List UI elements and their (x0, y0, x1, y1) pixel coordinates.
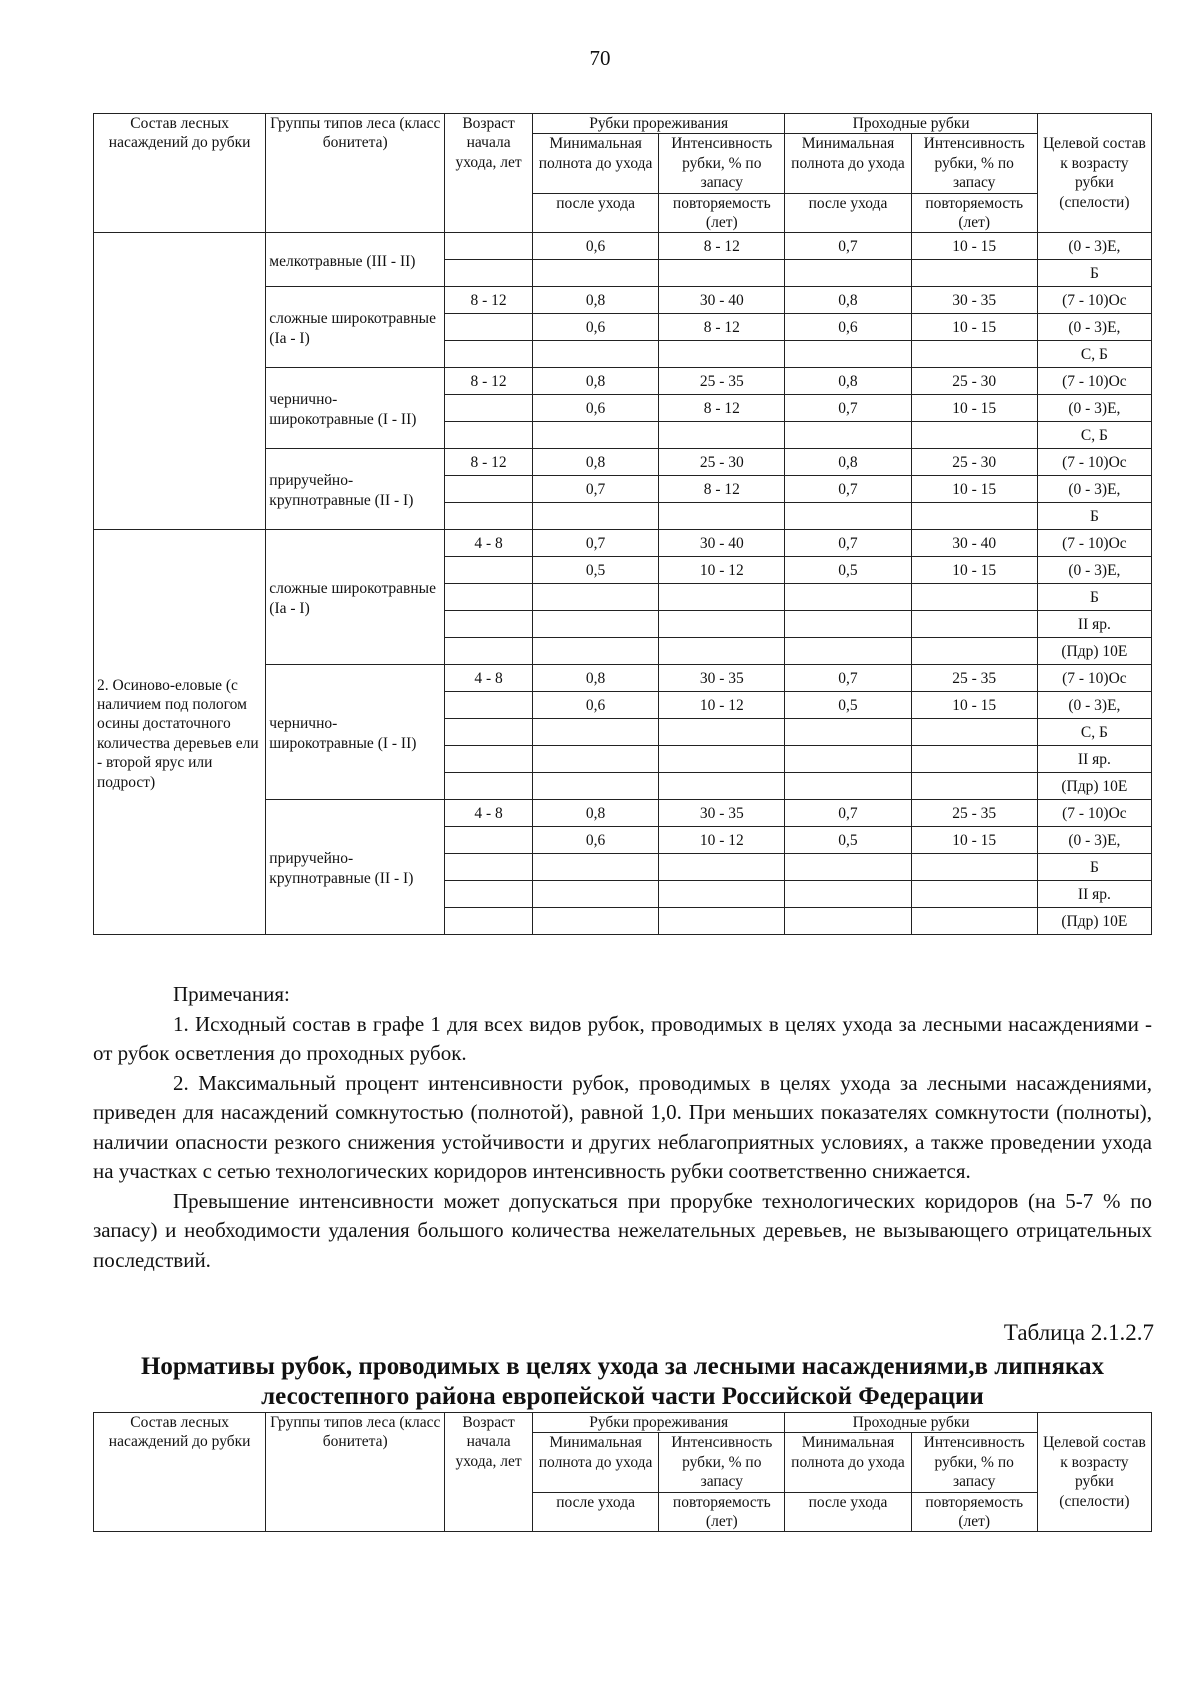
min-density-cell: 0,5 (532, 557, 658, 584)
intensity-cell (659, 746, 785, 773)
passage-intensity-cell: 30 - 35 (911, 287, 1037, 314)
passage-intensity-cell: 10 - 15 (911, 692, 1037, 719)
target-composition-cell: (0 - 3)Е, (1037, 395, 1151, 422)
forest-type-cell: сложные широкотравные (Iа - I) (266, 287, 445, 368)
intensity-cell (659, 638, 785, 665)
passage-density-cell: 0,6 (785, 314, 911, 341)
min-density-cell: 0,8 (532, 287, 658, 314)
passage-intensity-cell: 10 - 15 (911, 233, 1037, 260)
header-thinning: Рубки прореживания (532, 114, 784, 134)
passage-intensity-cell: 10 - 15 (911, 314, 1037, 341)
passage-intensity-cell (911, 854, 1037, 881)
passage-intensity-cell: 30 - 40 (911, 530, 1037, 557)
passage-intensity-cell: 25 - 35 (911, 800, 1037, 827)
table-row (94, 233, 1152, 260)
header-repeat: повторяемость (лет) (659, 1492, 785, 1532)
target-composition-cell: Б (1037, 260, 1151, 287)
min-density-cell: 0,6 (532, 314, 658, 341)
passage-intensity-cell: 10 - 15 (911, 395, 1037, 422)
min-density-cell: 0,7 (532, 476, 658, 503)
header-forest-groups: Группы типов леса (класс бонитета) (266, 114, 445, 233)
intensity-cell: 30 - 40 (659, 530, 785, 557)
page-number: 70 (589, 46, 611, 70)
intensity-cell (659, 854, 785, 881)
target-composition-cell: (0 - 3)Е, (1037, 476, 1151, 503)
passage-density-cell (785, 719, 911, 746)
forest-type-cell: мелкотравные (III - II) (266, 233, 445, 287)
passage-intensity-cell (911, 584, 1037, 611)
passage-intensity-cell (911, 503, 1037, 530)
passage-density-cell (785, 773, 911, 800)
target-composition-cell: Б (1037, 854, 1151, 881)
start-age-cell: 8 - 12 (445, 287, 533, 314)
passage-intensity-cell: 25 - 30 (911, 449, 1037, 476)
start-age-cell (445, 638, 533, 665)
passage-density-cell (785, 746, 911, 773)
start-age-cell (445, 692, 533, 719)
table-body (94, 233, 1152, 935)
passage-intensity-cell (911, 908, 1037, 935)
min-density-cell (532, 260, 658, 287)
min-density-cell: 0,8 (532, 449, 658, 476)
table-label: Таблица 2.1.2.7 (1003, 1320, 1154, 1345)
start-age-cell: 4 - 8 (445, 530, 533, 557)
passage-intensity-cell: 10 - 15 (911, 827, 1037, 854)
header-thinning: Рубки прореживания (532, 1413, 784, 1433)
min-density-cell (532, 503, 658, 530)
header-start-age: Возраст начала ухода, лет (445, 114, 533, 233)
min-density-cell (532, 773, 658, 800)
forest-type-cell: сложные широкотравные (Iа - I) (266, 530, 445, 665)
passage-intensity-cell (911, 773, 1037, 800)
min-density-cell (532, 881, 658, 908)
target-composition-cell: II яр. (1037, 881, 1151, 908)
start-age-cell (445, 719, 533, 746)
target-composition-cell: С, Б (1037, 341, 1151, 368)
min-density-cell: 0,6 (532, 233, 658, 260)
target-composition-cell: (7 - 10)Ос (1037, 665, 1151, 692)
start-age-cell (445, 881, 533, 908)
header-target: Целевой состав к возрасту рубки (спелости) (1037, 1413, 1151, 1532)
min-density-cell (532, 422, 658, 449)
passage-density-cell: 0,7 (785, 395, 911, 422)
intensity-cell (659, 881, 785, 908)
start-age-cell (445, 314, 533, 341)
header-target: Целевой состав к возрасту рубки (спелости) (1037, 114, 1151, 233)
min-density-cell: 0,6 (532, 692, 658, 719)
intensity-cell: 8 - 12 (659, 476, 785, 503)
passage-density-cell: 0,7 (785, 665, 911, 692)
forest-type-cell: приручейно-крупнотравные (II - I) (266, 800, 445, 935)
passage-intensity-cell: 10 - 15 (911, 476, 1037, 503)
intensity-cell (659, 260, 785, 287)
start-age-cell (445, 476, 533, 503)
min-density-cell: 0,6 (532, 827, 658, 854)
start-age-cell (445, 422, 533, 449)
target-composition-cell: (Пдр) 10Е (1037, 908, 1151, 935)
target-composition-cell: (Пдр) 10Е (1037, 773, 1151, 800)
intensity-cell (659, 341, 785, 368)
note-paragraph: 2. Максимальный процент интенсивности рубок, проводимых в целях ухода за лесными насаждениями, приведен для насаждений сомкнутостью (полнотой), равной 1,0. При меньших показателях сомкнутости (полноты), наличии опасности резкого снижения устойчивости и других неблагоприятных условиях, а также проведении ухода на участках с сетью технологических коридоров интенсивность рубки соответственно снижается. (93, 1070, 1152, 1183)
target-composition-cell: (7 - 10)Ос (1037, 368, 1151, 395)
header-after-care: после ухода (532, 1492, 658, 1532)
intensity-cell (659, 719, 785, 746)
passage-intensity-cell (911, 422, 1037, 449)
start-age-cell (445, 557, 533, 584)
passage-density-cell: 0,8 (785, 449, 911, 476)
notes-section (93, 980, 1152, 1275)
intensity-cell (659, 773, 785, 800)
passage-density-cell: 0,5 (785, 557, 911, 584)
header-min-density: Минимальная полнота до ухода (785, 134, 911, 193)
min-density-cell: 0,7 (532, 530, 658, 557)
header-intensity: Интенсивность рубки, % по запасу (911, 134, 1037, 193)
passage-intensity-cell: 25 - 35 (911, 665, 1037, 692)
intensity-cell (659, 908, 785, 935)
min-density-cell: 0,8 (532, 800, 658, 827)
start-age-cell: 8 - 12 (445, 368, 533, 395)
passage-density-cell (785, 908, 911, 935)
header-forest-groups: Группы типов леса (класс бонитета) (266, 1413, 445, 1532)
min-density-cell (532, 638, 658, 665)
forest-type-cell: чернично-широкотравные (I - II) (266, 665, 445, 800)
note-paragraph: Превышение интенсивности может допускаться при прорубке технологических коридоров (на 5-7 % по запасу) и необходимости удаления большого количества нежелательных деревьев, не вызывающего отрицательных последствий. (93, 1188, 1152, 1272)
target-composition-cell: (0 - 3)Е, (1037, 314, 1151, 341)
target-composition-cell: (0 - 3)Е, (1037, 692, 1151, 719)
target-composition-cell: (Пдр) 10Е (1037, 638, 1151, 665)
cutting-norms-table (93, 113, 1152, 935)
start-age-cell: 4 - 8 (445, 800, 533, 827)
start-age-cell (445, 773, 533, 800)
passage-density-cell (785, 422, 911, 449)
table-title: Нормативы рубок, проводимых в целях ухода за лесными насаждениями,в липняках лесостепного района европейской части Российской Федерации (140, 1353, 1105, 1410)
header-passage: Проходные рубки (785, 1413, 1037, 1433)
header-intensity: Интенсивность рубки, % по запасу (659, 134, 785, 193)
table-row (94, 530, 1152, 557)
min-density-cell (532, 746, 658, 773)
passage-density-cell: 0,5 (785, 692, 911, 719)
start-age-cell: 4 - 8 (445, 665, 533, 692)
intensity-cell (659, 611, 785, 638)
header-composition: Состав лесных насаждений до рубки (94, 1413, 266, 1532)
start-age-cell (445, 746, 533, 773)
target-composition-cell: С, Б (1037, 719, 1151, 746)
start-age-cell (445, 503, 533, 530)
intensity-cell: 8 - 12 (659, 395, 785, 422)
intensity-cell: 10 - 12 (659, 827, 785, 854)
passage-intensity-cell: 10 - 15 (911, 557, 1037, 584)
min-density-cell: 0,8 (532, 368, 658, 395)
min-density-cell: 0,8 (532, 665, 658, 692)
target-composition-cell: (7 - 10)Ос (1037, 449, 1151, 476)
note-paragraph: 1. Исходный состав в графе 1 для всех видов рубок, проводимых в целях ухода за лесными насаждениями - от рубок осветления до проходных рубок. (93, 1011, 1152, 1065)
target-composition-cell: II яр. (1037, 611, 1151, 638)
min-density-cell (532, 854, 658, 881)
start-age-cell (445, 395, 533, 422)
target-composition-cell: II яр. (1037, 746, 1151, 773)
passage-density-cell (785, 341, 911, 368)
header-min-density: Минимальная полнота до ухода (532, 134, 658, 193)
header-start-age: Возраст начала ухода, лет (445, 1413, 533, 1532)
intensity-cell: 25 - 30 (659, 449, 785, 476)
target-composition-cell: (0 - 3)Е, (1037, 233, 1151, 260)
forest-type-cell: приручейно-крупнотравные (II - I) (266, 449, 445, 530)
target-composition-cell: (0 - 3)Е, (1037, 827, 1151, 854)
passage-density-cell (785, 611, 911, 638)
target-composition-cell: С, Б (1037, 422, 1151, 449)
passage-intensity-cell (911, 881, 1037, 908)
passage-density-cell: 0,7 (785, 233, 911, 260)
intensity-cell: 8 - 12 (659, 314, 785, 341)
header-repeat: повторяемость (лет) (659, 193, 785, 233)
target-composition-cell: (7 - 10)Ос (1037, 287, 1151, 314)
passage-density-cell: 0,8 (785, 287, 911, 314)
passage-intensity-cell (911, 638, 1037, 665)
target-composition-cell: Б (1037, 584, 1151, 611)
start-age-cell (445, 260, 533, 287)
passage-intensity-cell (911, 260, 1037, 287)
passage-intensity-cell (911, 341, 1037, 368)
start-age-cell (445, 341, 533, 368)
notes-heading: Примечания: (173, 982, 290, 1006)
start-age-cell (445, 233, 533, 260)
forest-type-cell: чернично-широкотравные (I - II) (266, 368, 445, 449)
passage-intensity-cell (911, 746, 1037, 773)
header-repeat: повторяемость (лет) (911, 193, 1037, 233)
header-passage: Проходные рубки (785, 114, 1037, 134)
start-age-cell: 8 - 12 (445, 449, 533, 476)
start-age-cell (445, 584, 533, 611)
intensity-cell: 10 - 12 (659, 692, 785, 719)
min-density-cell: 0,6 (532, 395, 658, 422)
passage-density-cell (785, 854, 911, 881)
intensity-cell: 30 - 35 (659, 800, 785, 827)
passage-density-cell: 0,7 (785, 530, 911, 557)
passage-density-cell: 0,8 (785, 368, 911, 395)
passage-density-cell (785, 584, 911, 611)
start-age-cell (445, 908, 533, 935)
intensity-cell (659, 422, 785, 449)
intensity-cell (659, 584, 785, 611)
intensity-cell: 30 - 40 (659, 287, 785, 314)
header-after-care: после ухода (532, 193, 658, 233)
passage-density-cell (785, 881, 911, 908)
intensity-cell: 8 - 12 (659, 233, 785, 260)
min-density-cell (532, 908, 658, 935)
intensity-cell: 30 - 35 (659, 665, 785, 692)
intensity-cell: 10 - 12 (659, 557, 785, 584)
header-intensity: Интенсивность рубки, % по запасу (911, 1433, 1037, 1492)
start-age-cell (445, 827, 533, 854)
target-composition-cell: (7 - 10)Ос (1037, 530, 1151, 557)
header-repeat: повторяемость (лет) (911, 1492, 1037, 1532)
passage-density-cell (785, 503, 911, 530)
header-min-density: Минимальная полнота до ухода (532, 1433, 658, 1492)
passage-intensity-cell: 25 - 30 (911, 368, 1037, 395)
intensity-cell (659, 503, 785, 530)
header-min-density: Минимальная полнота до ухода (785, 1433, 911, 1492)
min-density-cell (532, 611, 658, 638)
passage-density-cell: 0,7 (785, 476, 911, 503)
target-composition-cell: Б (1037, 503, 1151, 530)
target-composition-cell: (0 - 3)Е, (1037, 557, 1151, 584)
passage-density-cell: 0,5 (785, 827, 911, 854)
lime-cutting-norms-table (93, 1412, 1152, 1532)
header-after-care: после ухода (785, 193, 911, 233)
passage-density-cell (785, 260, 911, 287)
header-intensity: Интенсивность рубки, % по запасу (659, 1433, 785, 1492)
min-density-cell (532, 584, 658, 611)
passage-intensity-cell (911, 719, 1037, 746)
target-composition-cell: (7 - 10)Ос (1037, 800, 1151, 827)
start-age-cell (445, 854, 533, 881)
passage-density-cell: 0,7 (785, 800, 911, 827)
header-composition: Состав лесных насаждений до рубки (94, 114, 266, 233)
intensity-cell: 25 - 35 (659, 368, 785, 395)
start-age-cell (445, 611, 533, 638)
composition-cell: 2. Осиново-еловые (с наличием под пологом осины достаточного количества деревьев ели - второй ярус или подрост) (94, 530, 266, 935)
passage-density-cell (785, 638, 911, 665)
passage-intensity-cell (911, 611, 1037, 638)
min-density-cell (532, 719, 658, 746)
min-density-cell (532, 341, 658, 368)
header-after-care: после ухода (785, 1492, 911, 1532)
composition-cell (94, 233, 266, 530)
